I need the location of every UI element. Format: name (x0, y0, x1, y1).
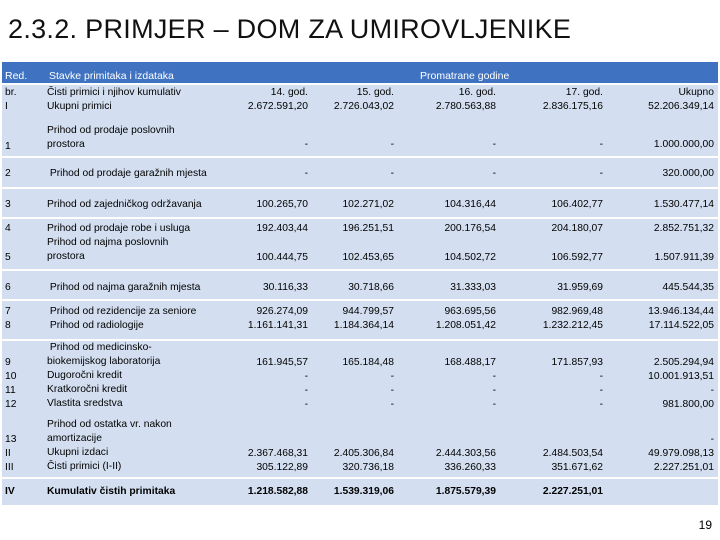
table-row (2, 219, 718, 269)
header-col-rb: Red. (5, 70, 28, 82)
cell-value: 102.453,65 (342, 252, 394, 263)
row-number: 13 II III (5, 434, 17, 473)
table-row (2, 189, 718, 217)
row-number: 9 10 11 12 (5, 357, 17, 410)
cell-value: - (492, 139, 496, 150)
cell-value: - (492, 168, 496, 179)
cell-value: - (599, 168, 603, 179)
cell-value: 16. god. 2.780.563,88 (435, 87, 496, 112)
cell-value: 171.857,93 - - - (551, 357, 603, 410)
cell-value: 165.184,48 - - - (342, 357, 394, 410)
cell-value: Ukupno 52.206.349,14 (648, 87, 714, 112)
cell-value: 1.507.911,39 (654, 252, 714, 263)
cell-value: 102.271,02 (342, 199, 394, 210)
cell-value: 320.000,00 (662, 168, 714, 179)
cell-value: 963.695,56 1.208.051,42 (435, 306, 496, 331)
table-row (2, 158, 718, 187)
row-description: Prihod od rezidencije za seniore Prihod od radiologije (49, 306, 197, 331)
cell-value: 31.333,03 (450, 282, 496, 293)
cell-value: 106.402,77 (551, 199, 603, 210)
header-col-years: Promatrane godine (420, 70, 510, 82)
cell-value: 2.444.303,56 336.260,33 (435, 448, 496, 473)
row-description: Prihod od zajedničkog održavanja (47, 199, 202, 210)
row-number: 1 (5, 141, 11, 152)
row-number: IV (5, 486, 15, 497)
cell-value: 944.799,57 1.184.364,14 (333, 306, 394, 331)
cell-value: 204.180,07 (551, 223, 603, 234)
cell-value: 2.484.503,54 351.671,62 (542, 448, 603, 473)
cell-value: 168.488,17 - - - (444, 357, 496, 410)
cell-value: 15. god. 2.726.043,02 (333, 87, 394, 112)
row-description: Prihod od najma poslovnih prostora (47, 237, 169, 262)
cell-value: 106.592,77 (551, 252, 603, 263)
table-row (2, 85, 718, 114)
row-description: Kumulativ čistih primitaka (47, 486, 176, 497)
cell-value: 17. god. 2.836.175,16 (542, 87, 603, 112)
page-number: 19 (698, 518, 712, 532)
row-description: Prihod od prodaje poslovnih prostora (47, 125, 175, 150)
cell-value: - (599, 139, 603, 150)
cell-value: 982.969,48 1.232.212,45 (542, 306, 603, 331)
header-col-items: Stavke primitaka i izdataka (49, 70, 174, 82)
cell-value: - (390, 139, 394, 150)
row-description: Prihod od najma garažnih mjesta (47, 282, 201, 293)
cell-value: - 49.979.098,13 2.227.251,01 (648, 434, 714, 473)
cell-value: 100.265,70 (256, 199, 308, 210)
table-header (2, 62, 718, 83)
row-number: 2 (5, 168, 11, 179)
table-row (2, 415, 718, 477)
cell-value: 2.505.294,94 10.001.913,51 - 981.800,00 (648, 357, 714, 410)
cell-value: 1.218.582,88 (247, 486, 308, 497)
row-description: Prihod od prodaje garažnih mjesta (47, 168, 207, 179)
row-description: Prihod od ostatka vr. nakon amortizacije Ukupni izdaci Čisti primici (I-II) (47, 419, 172, 472)
cell-value: 2.367.468,31 305.122,89 (247, 448, 308, 473)
cell-value: 1.530.477,14 (653, 199, 714, 210)
cell-value: 104.316,44 (444, 199, 496, 210)
row-number: 5 (5, 252, 11, 263)
row-number: 4 (5, 223, 11, 234)
cell-value: - (304, 139, 308, 150)
table-row (2, 114, 718, 156)
row-number: br. I (5, 87, 17, 112)
cell-value: - (304, 168, 308, 179)
cell-value: 2.405.306,84 320.736,18 (333, 448, 394, 473)
row-number: 6 (5, 282, 11, 293)
cell-value: - (390, 168, 394, 179)
cell-value: 926.274,09 1.161.141,31 (247, 306, 308, 331)
cell-value: 31.959,69 (557, 282, 603, 293)
table-row (2, 301, 718, 339)
row-number: 3 (5, 199, 11, 210)
page-title: 2.3.2. PRIMJER – DOM ZA UMIROVLJENIKE (8, 14, 572, 44)
cell-value: 161.945,57 - - - (256, 357, 308, 410)
row-description: Čisti primici i njihov kumulativ Ukupni primici (47, 87, 181, 112)
cell-value: 2.227.251,01 (542, 486, 603, 497)
cell-value: 30.116,33 (262, 282, 308, 293)
table-row (2, 341, 718, 415)
cell-value: 14. god. 2.672.591,20 (247, 87, 308, 112)
row-description: Prihod od prodaje robe i usluga (47, 223, 191, 234)
cell-value: 196.251,51 (342, 223, 394, 234)
cell-value: 445.544,35 (662, 282, 714, 293)
table-row (2, 479, 718, 505)
row-description: Prihod od medicinsko- biokemijskog laboratorija Dugoročni kredit Kratkoročni kredit Vlastita sredstva (47, 342, 161, 409)
cell-value: 1.000.000,00 (653, 139, 714, 150)
row-number: 7 8 (5, 306, 11, 331)
cell-value: 30.718,66 (348, 282, 394, 293)
cell-value: 1.539.319,06 (333, 486, 394, 497)
cell-value: 104.502,72 (444, 252, 496, 263)
cell-value: 1.875.579,39 (435, 486, 496, 497)
cell-value: 192.403,44 (256, 223, 308, 234)
cell-value: 200.176,54 (444, 223, 496, 234)
cell-value: 100.444,75 (256, 252, 308, 263)
table-row (2, 271, 718, 299)
cell-value: 13.946.134,44 17.114.522,05 (648, 306, 714, 331)
cell-value: 2.852.751,32 (653, 223, 714, 234)
